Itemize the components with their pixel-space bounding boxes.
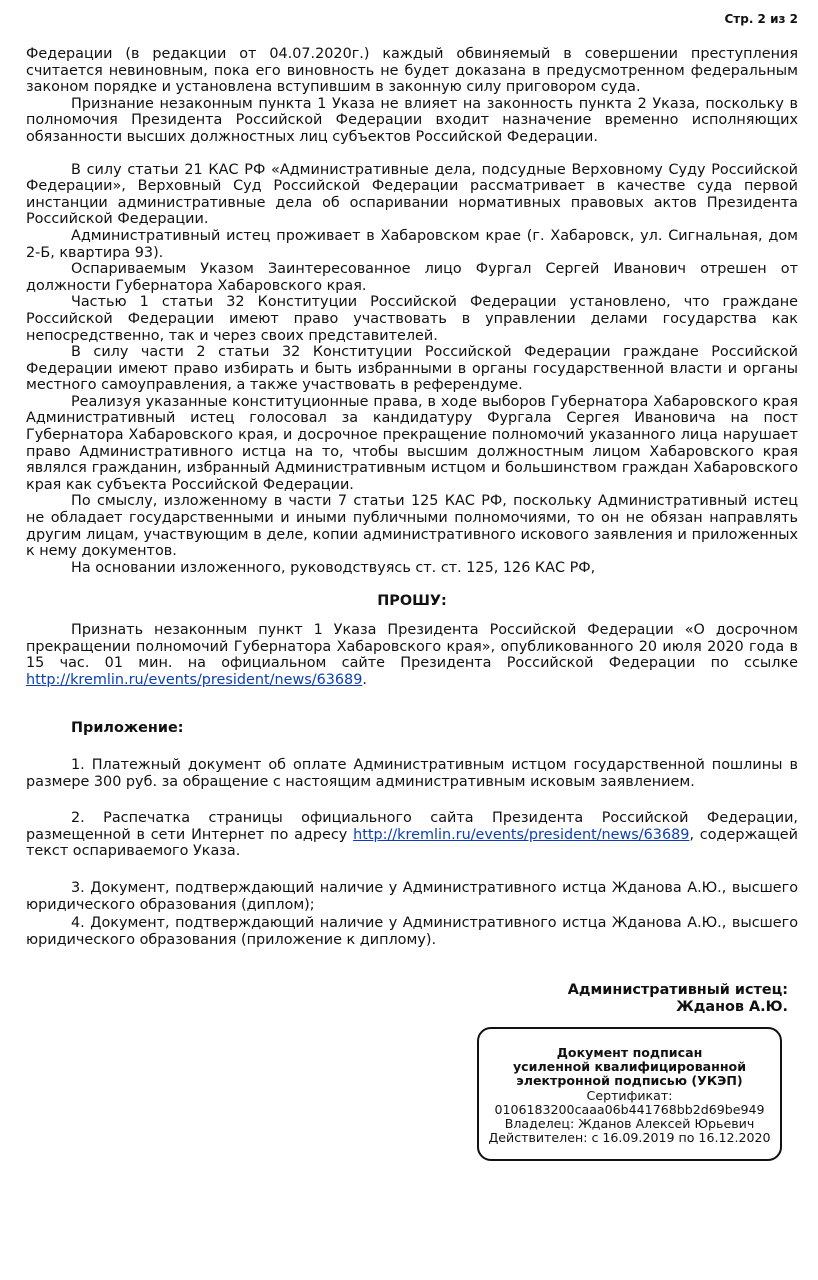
page-number: Стр. 2 из 2 [724,12,798,26]
paragraph-8: Реализуя указанные конституционные права, в ходе выборов Губернатора Хабаровского края Административный истец голосовал за кандидатуру Фургала Сергея Ивановича на пост Губернатора Хабаровского края, и досрочное прекращение полномочий указанного лица нарушает право Административного истца на то, чтобы высшим должностным лицом Хабаровского края являлся гражданин, избранный Административным истцом и большинством граждан Хабаровского края как субъекта Российской Федерации. [26,393,798,493]
stamp-validity: Действителен: с 16.09.2019 по 16.12.2020 [488,1130,771,1146]
paragraph-6: Частью 1 статьи 32 Конституции Российской Федерации установлено, что граждане Российской Федерации имеют право участвовать в управлении делами государства как непосредственно, так и через своих представителей. [26,294,798,344]
paragraph-9: По смыслу, изложенному в части 7 статьи 125 КАС РФ, поскольку Административный истец не обладает государственными и иными публичными полномочиями, то он не обязан направлять другим лицам, участвующим в деле, копии административного искового заявления и приложенных к нему документов. [26,493,798,560]
request-link[interactable]: http://kremlin.ru/events/president/news/63689 [26,671,363,688]
appendix-item-1: 1. Платежный документ об оплате Административным истцом государственной пошлины в размере 300 руб. за обращение с настоящим административным исковым заявлением. [26,756,798,790]
appendix-item-2-end: , содержащей текст оспариваемого Указа. [26,826,799,860]
signature-stamp [477,1027,782,1161]
request-title: ПРОШУ: [377,593,447,610]
paragraph-1: Федерации (в редакции от 04.07.2020г.) каждый обвиняемый в совершении преступления считается невиновным, пока его виновность не будет доказана в предусмотренном федеральным законом порядке и установлена вступившим в законную силу приговором суда. [26,46,798,96]
paragraph-7: В силу части 2 статьи 32 Конституции Российской Федерации граждане Российской Федерации имеют право избирать и быть избранными в органы государственной власти и органы местного самоуправления, а также участвовать в референдуме. [26,344,798,394]
appendix-title: Приложение: [71,720,184,737]
stamp-certificate-label: Сертификат: [586,1087,673,1103]
paragraph-3: В силу статьи 21 КАС РФ «Административные дела, подсудные Верховному Суду Российской Федерации», Верховный Суд Российской Федерации рассматривает в качестве суда первой инстанции административные дела об оспаривании нормативных правовых актов Президента Российской Федерации. [26,161,798,228]
request-text [26,622,798,688]
appendix-item-3: 3. Документ, подтверждающий наличие у Административного истца Жданова А.Ю., высшего юридического образования (диплом); [26,879,798,913]
document-body [26,46,798,948]
signer-name: Жданов А.Ю. [676,998,788,1015]
stamp-owner: Владелец: Жданов Алексей Юрьевич [504,1116,755,1132]
paragraph-4: Административный истец проживает в Хабаровском крае (г. Хабаровск, ул. Сигнальная, дом 2-Б, квартира 93). [26,227,798,261]
paragraph-2: Признание незаконным пункта 1 Указа не влияет на законность пункта 2 Указа, поскольку в полномочия Президента Российской Федерации входит назначение временно исполняющих обязанности высших должностных лиц субъектов Российской Федерации. [26,95,798,145]
stamp-certificate: 0106183200caaa06b441768bb2d69be949 [494,1101,765,1117]
paragraph-5: Оспариваемым Указом Заинтересованное лицо Фургал Сергей Иванович отрешен от должности Губернатора Хабаровского края. [26,261,798,294]
appendix-item-4: 4. Документ, подтверждающий наличие у Административного истца Жданова А.Ю., высшего юридического образования (приложение к диплому). [26,915,798,948]
request-body: Признать незаконным пункт 1 Указа Президента Российской Федерации «О досрочном прекращении полномочий Губернатора Хабаровского края», опубликованного 20 июля 2020 года в 15 час. 01 мин. на официальном сайте Президента Российской Федерации по ссылке [26,622,798,672]
signer-role: Административный истец: [567,982,788,998]
stamp-line-2: усиленной квалифицированной [512,1059,747,1075]
request-link-end: . [362,671,367,688]
signer-block [568,982,788,1015]
stamp-line-3: электронной подписью (УКЭП) [516,1073,743,1089]
appendix-item-2 [26,810,798,860]
appendix-item-2-text: 2. Распечатка страницы официального сайта Президента Российской Федерации, размещенной в сети Интернет по адресу [26,810,798,843]
stamp-line-1: Документ подписан [556,1045,703,1060]
appendix-item-2-link[interactable]: http://kremlin.ru/events/president/news/63689 [353,826,690,843]
paragraph-10: На основании изложенного, руководствуясь ст. ст. 125, 126 КАС РФ, [71,559,596,576]
